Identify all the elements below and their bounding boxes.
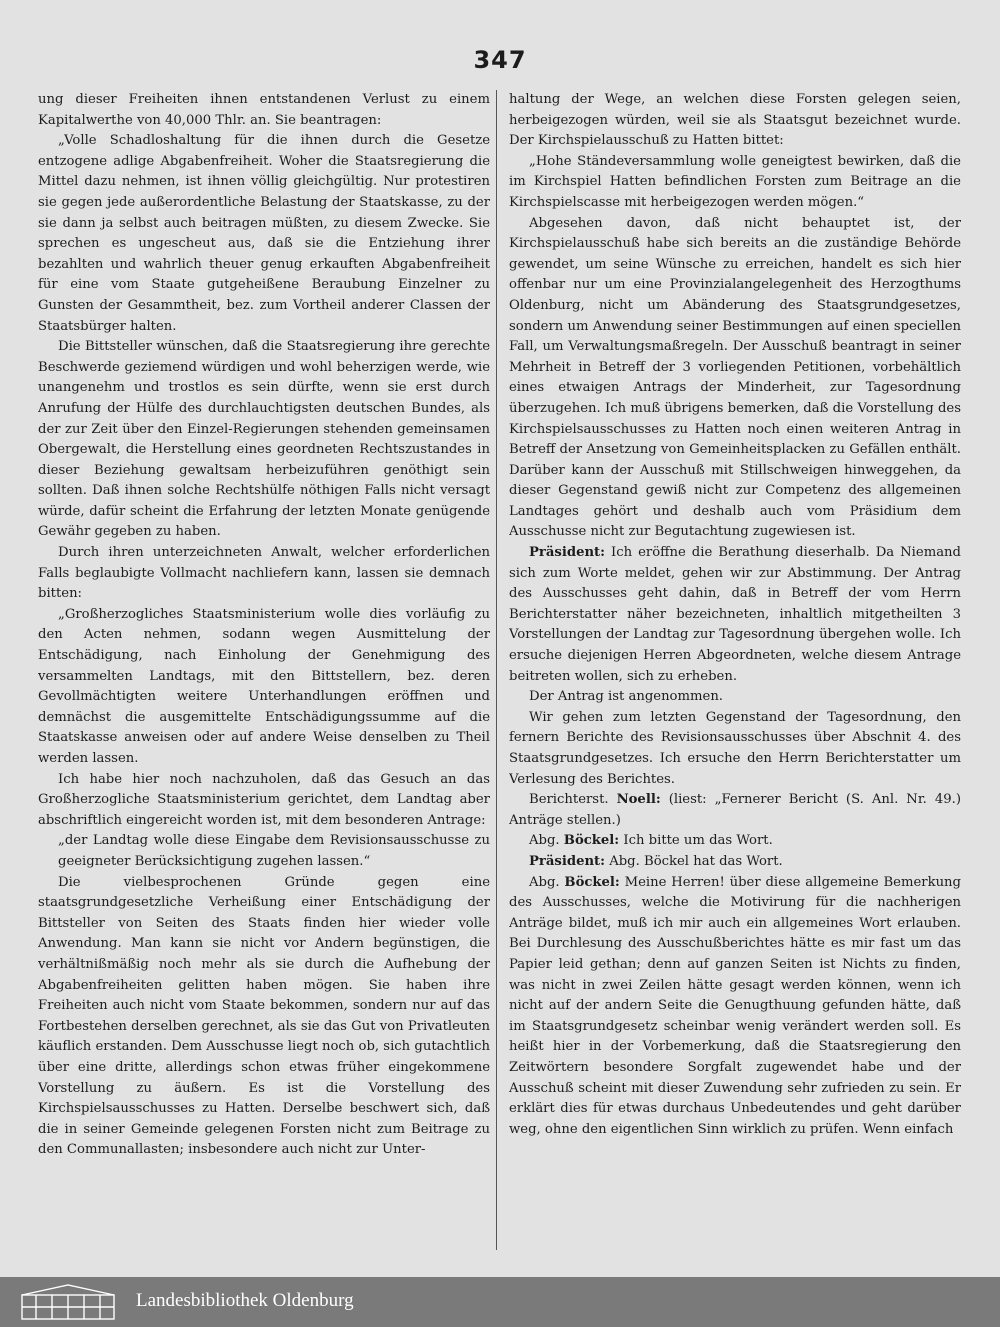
paragraph: Der Antrag ist angenommen.	[529, 689, 724, 705]
left-column	[38, 90, 490, 1250]
paragraph: ung dieser Freiheiten ihnen entstandenen Verlust zu einem Kapitalwerthe von 40,000 Thlr. an. Sie beantragen:	[38, 92, 490, 128]
paragraph: Die Bittsteller wünschen, daß die Staatsregierung ihre gerechte Beschwerde geziemend würdigen und wohl beherzigen werde, wie unangenehm und trostlos es sein dürfte, wenn sie erst durch Anrufung der Hülfe des durchlauchtigsten deutschen Bundes, als der zur Zeit über den Einzel-Regierungen stehenden gemeinsamen Obergewalt, die Herstellung eines geordneten Rechtszustandes in dieser Beziehung gewaltsam herbeizuführen genöthigt sein sollten. Daß ihnen solche Rechtshülfe nöthigen Falls nicht versagt würde, dafür scheint die Erfahrung der letzten Monate genügende Gewähr gegeben zu haben.	[38, 339, 490, 540]
right-column	[509, 90, 961, 1250]
paragraph: Abgesehen davon, daß nicht behauptet ist, der Kirchspielausschuß habe sich bereits an die zuständige Behörde gewendet, um seine Wünsche zu erreichen, handelt es sich hier offenbar nur um eine Provinzialangelegenheit des Herzogthums Oldenburg, nicht um Abänderung des Staatsgrundgesetzes, sondern um Anwendung seiner Bestimmungen auf einen speciellen Fall, um Verwaltungsmaßregeln. Der Ausschuß beantragt in seiner Mehrheit in Betreff der 3 vorliegenden Petitionen, vorbehältlich eines etwaigen Antrags der Minderheit, zur Tagesordnung überzugehen. Ich muß übrigens bemerken, daß die Vorstellung des Kirchspielsausschusses zu Hatten noch einen weiteren Antrag in Betreff der Ansetzung von Gemeinheitsplacken zu Gefällen enthält. Darüber kann der Ausschuß mit Stillschweigen hinweggehen, da dieser Gegenstand gewiß nicht zur Competenz des allgemeinen Landtages gehört und deshalb auch vom Präsidium dem Ausschusse nicht zur Begutachtung zugewiesen ist.	[509, 215, 961, 540]
paragraph: Wir gehen zum letzten Gegenstand der Tagesordnung, den fernern Berichte des Revisionsausschusses über Abschnit 4. des Staatsgrundgesetzes. Ich ersuche den Herrn Berichterstatter um Verlesung des Berichtes.	[509, 709, 961, 787]
library-footer	[0, 1277, 1000, 1327]
paragraph: Durch ihren unterzeichneten Anwalt, welcher erforderlichen Falls beglaubigte Vollmacht nachliefern kann, lassen sie demnach bitten:	[38, 545, 490, 602]
library-name: Landesbibliothek Oldenburg	[136, 1290, 354, 1311]
speech-text: (liest: „Fernerer Bericht (S. Anl. Nr. 49.) Anträge stellen.)	[509, 792, 961, 828]
speaker-prefix: Abg.	[529, 874, 565, 890]
speech-paragraph	[509, 831, 961, 852]
quote-paragraph: „der Landtag wolle diese Eingabe dem Revisionsausschusse zu geeigneter Berücksichtigung zugehen lassen.“	[58, 833, 490, 869]
paragraph: „Hohe Ständeversammlung wolle geneigtest bewirken, daß die im Kirchspiel Hatten befindlichen Forsten zum Beitrage an die Kirchspielscasse mit herbeigezogen werden mögen.“	[509, 153, 961, 210]
paragraph: Die vielbesprochenen Gründe gegen eine staatsgrundgesetzliche Verheißung einer Entschädigung der Bittsteller von Seiten des Staats finden hier wieder volle Anwendung. Man kann sie nicht vor Andern begünstigen, die verhältnißmäßig noch mehr als sie durch die Aufhebung der Abgabenfreiheiten gelitten haben mögen. Sie haben ihre Freiheiten auch nicht vom Staate bekommen, sondern nur auf das Fortbestehen derselben gerechnet, als sie das Gut von Privatleuten käuflich erstanden. Dem Ausschusse liegt noch ob, sich gutachtlich über eine dritte, allerdings schon etwas früher eingekommene Vorstellung zu äußern. Es ist die Vorstellung des Kirchspielsausschusses zu Hatten. Derselbe beschwert sich, daß die in seiner Gemeinde gelegenen Forsten nicht zum Beitrage zu den Communallasten; insbesondere auch nicht zur Unter-	[38, 874, 490, 1158]
speech-text: Ich eröffne die Berathung dieserhalb. Da Niemand sich zum Worte meldet, gehen wir zur Abstimmung. Der Antrag des Ausschusses geht dahin, daß in Betreff der vom Herrn Berichterstatter näher bezeichneten, inhaltlich mitgetheilten 3 Vorstellungen der Landtag zur Tagesordnung übergehen wolle. Ich ersuche diejenigen Herren Abgeordneten, welche diesem Antrage beitreten wollen, sich zu erheben.	[509, 545, 961, 684]
column-divider	[496, 90, 497, 1250]
library-building-icon	[18, 1283, 118, 1321]
speaker-prefix: Berichterst.	[529, 792, 617, 808]
paragraph: „Großherzogliches Staatsministerium wolle dies vorläufig zu den Acten nehmen, sodann wegen Ausmittelung der Entschädigung, nach Einholung der Genehmigung des versammelten Landtags, mit den Bittstellern, bez. deren Gevollmächtigten weitere Unterhandlungen eröffnen und demnächst die ausgemittelte Entschädigungssumme auf die Staatskasse anweisen oder auf andere Weise denselben zu Theil werden lassen.	[38, 606, 490, 766]
speaker-name: Böckel:	[564, 874, 620, 890]
speaker-name: Böckel:	[563, 833, 620, 849]
speech-paragraph	[509, 790, 961, 831]
paragraph: Ich habe hier noch nachzuholen, daß das Gesuch an das Großherzogliche Staatsministerium gerichtet, dem Landtag aber abschriftlich eingereicht worden ist, mit dem besonderen Antrage:	[38, 771, 490, 828]
page-number: 347	[473, 46, 527, 74]
speaker-prefix: Abg.	[529, 833, 564, 849]
paragraph: haltung der Wege, an welchen diese Forsten gelegen seien, herbeigezogen würden, weil sie als Staatsgut bezeichnet wurde. Der Kirchspielausschuß zu Hatten bittet:	[509, 92, 961, 149]
speaker-name: Präsident:	[529, 853, 606, 869]
paragraph: „Volle Schadloshaltung für die ihnen durch die Gesetze entzogene adlige Abgabenfreiheit. Woher die Staatsregierung die Mittel dazu nehmen, ist ihnen völlig gleichgültig. Nur protestiren sie gegen jede außerordentliche Belastung der Staatskasse, zu der sie dann ja selbst auch beitragen müßten, zu diesem Zwecke. Sie sprechen es ungescheut aus, daß sie die Entziehung ihrer bezahlten und wahrlich theuer genug erkauften Abgabenfreiheit für eine vom Staate gutgeheißene Beraubung Einzelner zu Gunsten der Gesammtheit, bez. zum Vortheil anderer Classen der Staatsbürger halten.	[38, 133, 490, 334]
speech-text: Abg. Böckel hat das Wort.	[605, 853, 783, 869]
speech-text: Meine Herren! über diese allgemeine Bemerkung des Ausschusses, welche die Motivirung für die nachherigen Anträge bildet, muß ich mir auch ein allgemeines Wort erlauben. Bei Durchlesung des Ausschußberichtes hätte es mir fast um das Papier leid gethan; denn auf ganzen Seiten ist Nichts zu finden, was nicht in zwei Zeilen hätte gesagt werden können, wenn ich nicht auf der andern Seite die Genugthuung gefunden hätte, daß im Staatsgrundgesetz scheinbar wenig verändert werden soll. Es heißt hier in der Vorbemerkung, daß die Staatsregierung den Zeitwörtern besondere Sorgfalt zugewendet habe und der Ausschuß scheint mit dieser Zuwendung sehr zufrieden zu sein. Er erklärt dies für etwas durchaus Unbedeutendes und geht darüber weg, ohne den eigentlichen Sinn wirklich zu prüfen. Wenn einfach	[509, 874, 961, 1137]
speech-paragraph	[509, 543, 961, 687]
speaker-name: Noell:	[616, 792, 661, 808]
speech-paragraph	[509, 852, 961, 873]
speech-text: Ich bitte um das Wort.	[619, 833, 773, 849]
speech-paragraph	[509, 873, 961, 1141]
speaker-name: Präsident:	[529, 545, 606, 561]
